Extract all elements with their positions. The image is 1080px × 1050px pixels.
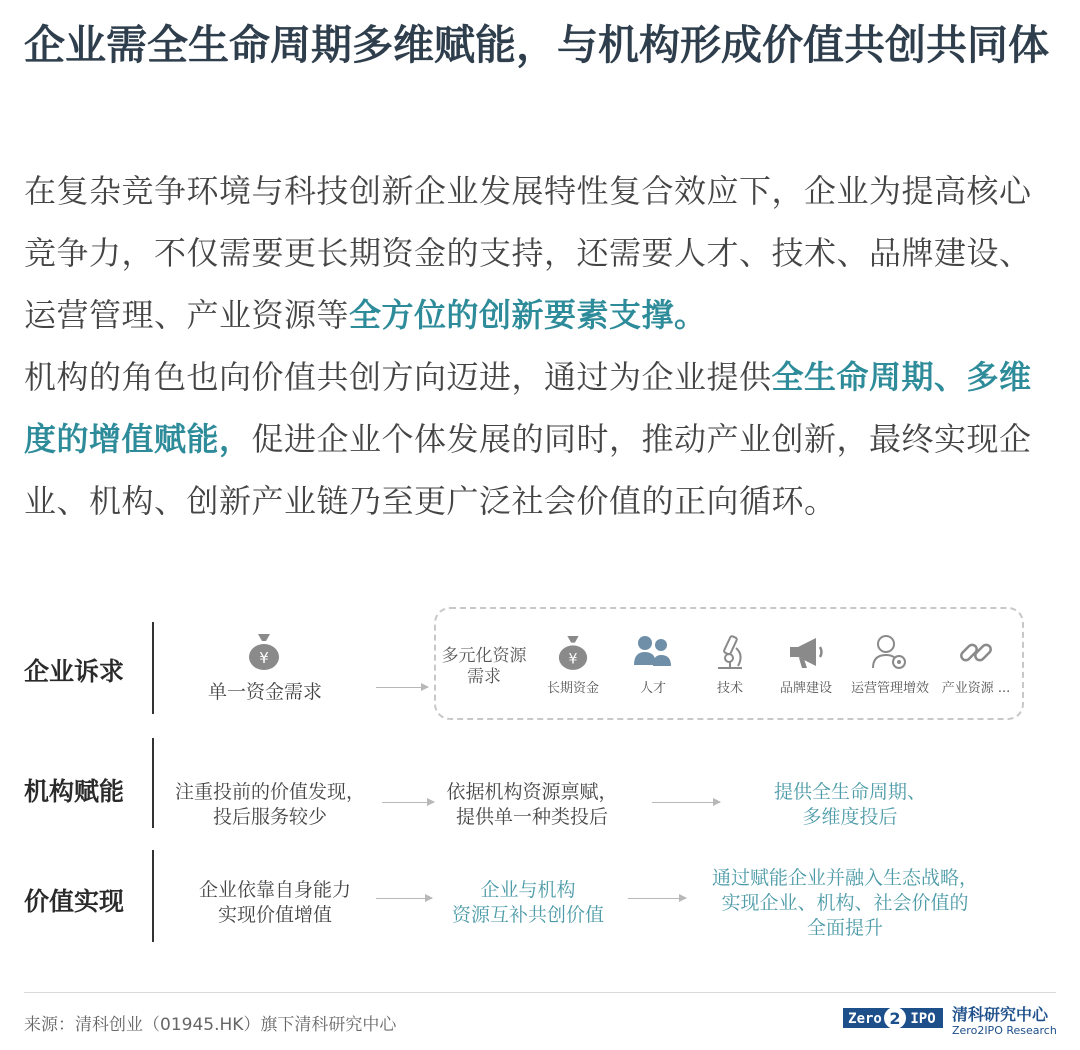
arrow-empower-1	[382, 802, 434, 803]
row-label-empower: 机构赋能	[24, 777, 125, 806]
money-bag-icon	[247, 631, 281, 671]
brand-name-en: Zero2IPO Research	[952, 1024, 1057, 1037]
resource-label: 长期资金	[546, 681, 599, 696]
resource-label: 运营管理增效	[850, 681, 929, 696]
resource-label: 品牌建设	[779, 681, 832, 696]
row-divider-value	[152, 850, 154, 942]
multi-resource-label: 多元化资源需求	[441, 646, 527, 687]
row-divider-empower	[152, 738, 154, 828]
row-label-demand: 企业诉求	[24, 657, 125, 686]
arrow-value-2	[628, 898, 686, 899]
people-icon	[633, 633, 673, 671]
intro-text-2: 机构的角色也向价值共创方向迈进，通过为企业提供	[24, 358, 772, 396]
resource-item-industry	[926, 633, 1026, 696]
intro-text-3: 促进企业个体发展的同时，推动产业创新，最终实现企业、机构、创新产业链乃至更广泛社会价值的正向循环。	[24, 420, 1032, 520]
row-divider-demand	[152, 622, 154, 714]
footer-divider	[24, 992, 1056, 993]
page-title: 企业需全生命周期多维赋能，与机构形成价值共创共同体	[24, 21, 1049, 69]
logo-text-mid: 2	[889, 1009, 901, 1028]
source-note: 来源：清科创业（01945.HK）旗下清科研究中心	[24, 1015, 397, 1035]
svg-text:¥: ¥	[568, 651, 578, 668]
megaphone-icon	[786, 633, 826, 671]
resource-label: 人才	[639, 681, 666, 696]
intro-paragraph	[24, 160, 1060, 532]
value-step-3: 通过赋能企业并融入生态战略， 实现企业、机构、社会价值的 全面提升	[711, 867, 978, 939]
chain-link-icon	[956, 633, 996, 671]
arrow-demand	[376, 687, 428, 688]
brand-name-cn: 清科研究中心	[952, 1005, 1049, 1024]
row-label-value: 价值实现	[24, 887, 125, 916]
resource-label: 产业资源 ...	[941, 681, 1011, 696]
intro-highlight-1: 全方位的创新要素支撑。	[349, 296, 707, 334]
empower-step-3: 提供全生命周期、 多维度投后	[773, 781, 926, 828]
microscope-icon	[712, 633, 748, 671]
user-gear-icon	[870, 633, 910, 671]
intro-text-1: 在复杂竞争环境与科技创新企业发展特性复合效应下，企业为提高核心竞争力，不仅需要更长期资金的支持，还需要人才、技术、品牌建设、运营管理、产业资源等	[24, 172, 1032, 334]
arrow-value-1	[376, 898, 432, 899]
empower-step-2: 依据机构资源禀赋， 提供单一种类投后	[446, 781, 618, 828]
empower-step-1: 注重投前的价值发现， 投后服务较少	[174, 781, 365, 828]
intro-highlight-2: 全生命周期、多维度的增值赋能，	[24, 358, 1032, 458]
value-step-2: 企业与机构 资源互补共创价值	[451, 879, 604, 926]
logo-text-right: IPO	[910, 1011, 936, 1027]
svg-text:¥: ¥	[259, 649, 269, 667]
resource-label: 技术	[716, 681, 743, 696]
resource-item-operations	[840, 633, 940, 696]
zero2ipo-logo	[843, 1006, 943, 1030]
arrow-empower-2	[652, 802, 720, 803]
value-step-1: 企业依靠自身能力 实现价值增值	[198, 879, 351, 926]
money-bag-icon	[557, 633, 589, 671]
logo-text-left: Zero	[848, 1011, 882, 1027]
single-funding-need: 单一资金需求	[207, 681, 322, 703]
